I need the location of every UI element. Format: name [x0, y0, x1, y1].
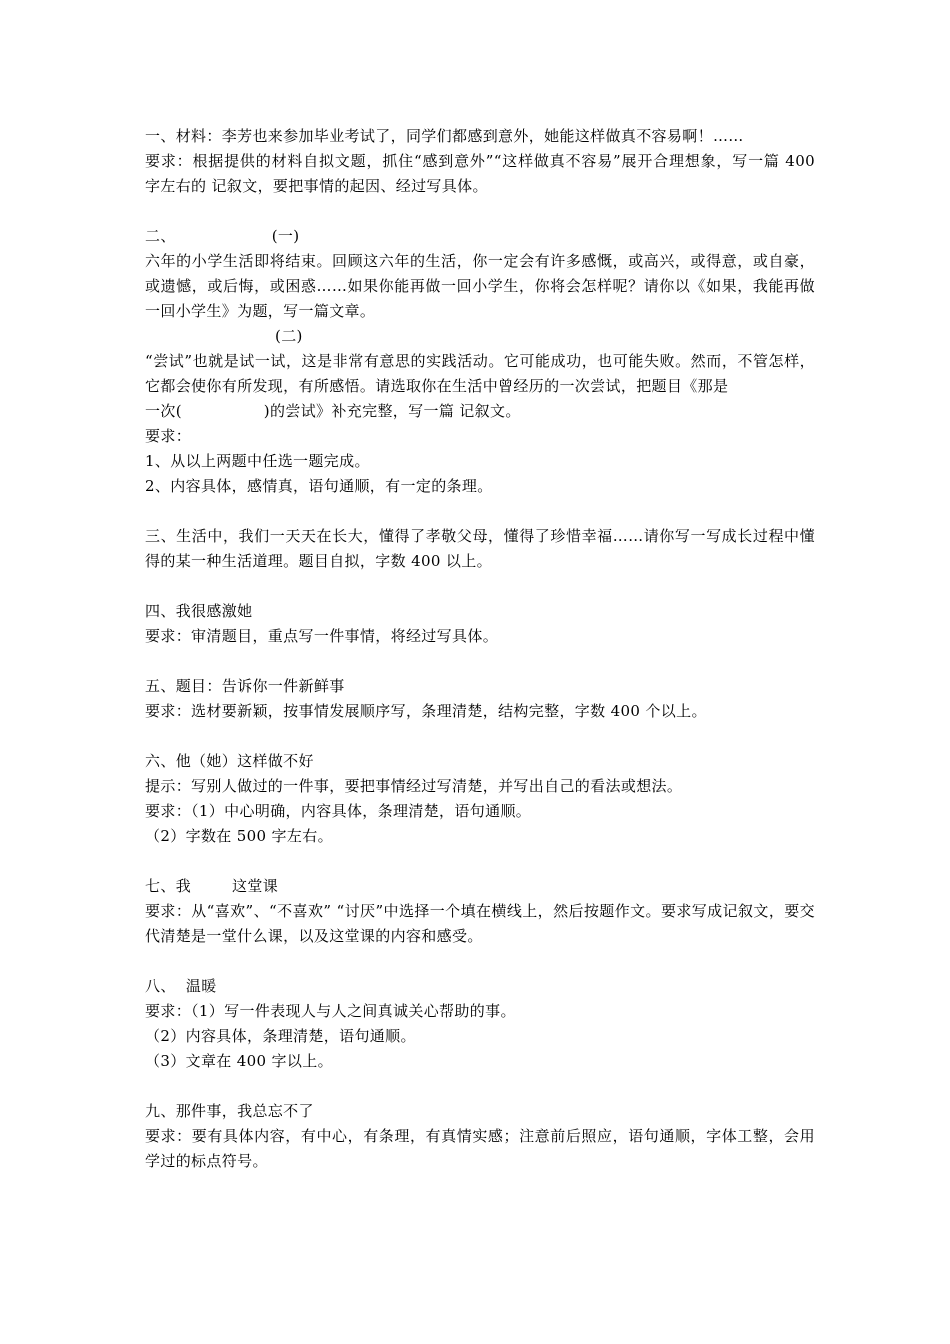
spacer: [145, 574, 815, 599]
s4-title: 四、我很感激她: [145, 602, 253, 620]
s3-text: 三、生活中，我们一天天在长大，懂得了孝敬父母，懂得了珍惜幸福……请你写一写成长过程中懂得的某一种生活道理。题目自拟，字数 400 以上。: [145, 527, 815, 570]
spacer: [145, 949, 815, 974]
s9-requirement: 要求：要有具体内容，有中心，有条理，有真情实感；注意前后照应，语句通顺，字体工整，会用学过的标点符号。: [145, 1127, 815, 1170]
s8-requirement: 要求：（1）写一件表现人与人之间真诚关心帮助的事。: [145, 1002, 516, 1020]
s5-requirement: 要求：选材要新颖，按事情发展顺序写，条理清楚，结构完整，字数 400 个以上。: [145, 702, 707, 720]
s2-heading: [145, 224, 815, 249]
spacer: [145, 649, 815, 674]
spacer: [145, 724, 815, 749]
s2-req-2: 2、内容具体，感情真，语句通顺，有一定的条理。: [145, 477, 493, 495]
s2-req-label: 要求：: [145, 427, 192, 445]
s8-req-3: （3）文章在 400 字以上。: [145, 1052, 333, 1070]
s2-req-1: 1、从以上两题中任选一题完成。: [145, 452, 370, 470]
s1-requirement: 要求：根据提供的材料自拟文题，抓住“感到意外”“这样做真不容易”展开合理想象，写一篇 400 字左右的 记叙文，要把事情的起因、经过写具体。: [145, 152, 815, 195]
s6-title: 六、他（她）这样做不好: [145, 752, 314, 770]
s2-prompt-2b: 一次( )的尝试》补充完整，写一篇 记叙文。: [145, 402, 521, 420]
s2-prompt-2a: “尝试”也就是试一试，这是非常有意思的实践活动。它可能成功，也可能失败。然而，不管怎样，它都会使你有所发现，有所感悟。请选取你在生活中曾经历的一次尝试，把题目《那是: [145, 352, 815, 395]
s6-req-2: （2）字数在 500 字左右。: [145, 827, 333, 845]
s2-number: 二、: [145, 227, 176, 245]
spacer: [145, 499, 815, 524]
s8-title: 八、 温暖: [145, 977, 217, 995]
s6-requirement: 要求：（1）中心明确，内容具体，条理清楚，语句通顺。: [145, 802, 532, 820]
spacer: [145, 1074, 815, 1099]
s5-title: 五、题目：告诉你一件新鲜事: [145, 677, 345, 695]
spacer: [145, 199, 815, 224]
s4-requirement: 要求：审清题目，重点写一件事情，将经过写具体。: [145, 627, 499, 645]
s8-req-2: （2）内容具体，条理清楚，语句通顺。: [145, 1027, 416, 1045]
s2-sub1-label: (一): [271, 227, 300, 245]
s7-requirement: 要求：从“喜欢”、“不喜欢” “讨厌”中选择一个填在横线上，然后按题作文。要求写成记叙文，要交代清楚是一堂什么课，以及这堂课的内容和感受。: [145, 902, 815, 945]
s2-prompt-1: 六年的小学生活即将结束。回顾这六年的生活，你一定会有许多感慨，或高兴，或得意，或自豪，或遗憾，或后悔，或困惑……如果你能再做一回小学生，你将会怎样呢？请你以《如果，我能再做一回小学生》为题，写一篇文章。: [145, 252, 815, 320]
document-page: [145, 124, 815, 1174]
spacer: [145, 849, 815, 874]
s1-material: 一、材料：李芳也来参加毕业考试了，同学们都感到意外，她能这样做真不容易啊！……: [145, 127, 744, 145]
s9-title: 九、那件事，我总忘不了: [145, 1102, 314, 1120]
s6-hint: 提示：写别人做过的一件事，要把事情经过写清楚，并写出自己的看法或想法。: [145, 777, 683, 795]
s7-title: 七、我 这堂课: [145, 877, 279, 895]
s2-sub2-label: (二): [275, 327, 303, 345]
